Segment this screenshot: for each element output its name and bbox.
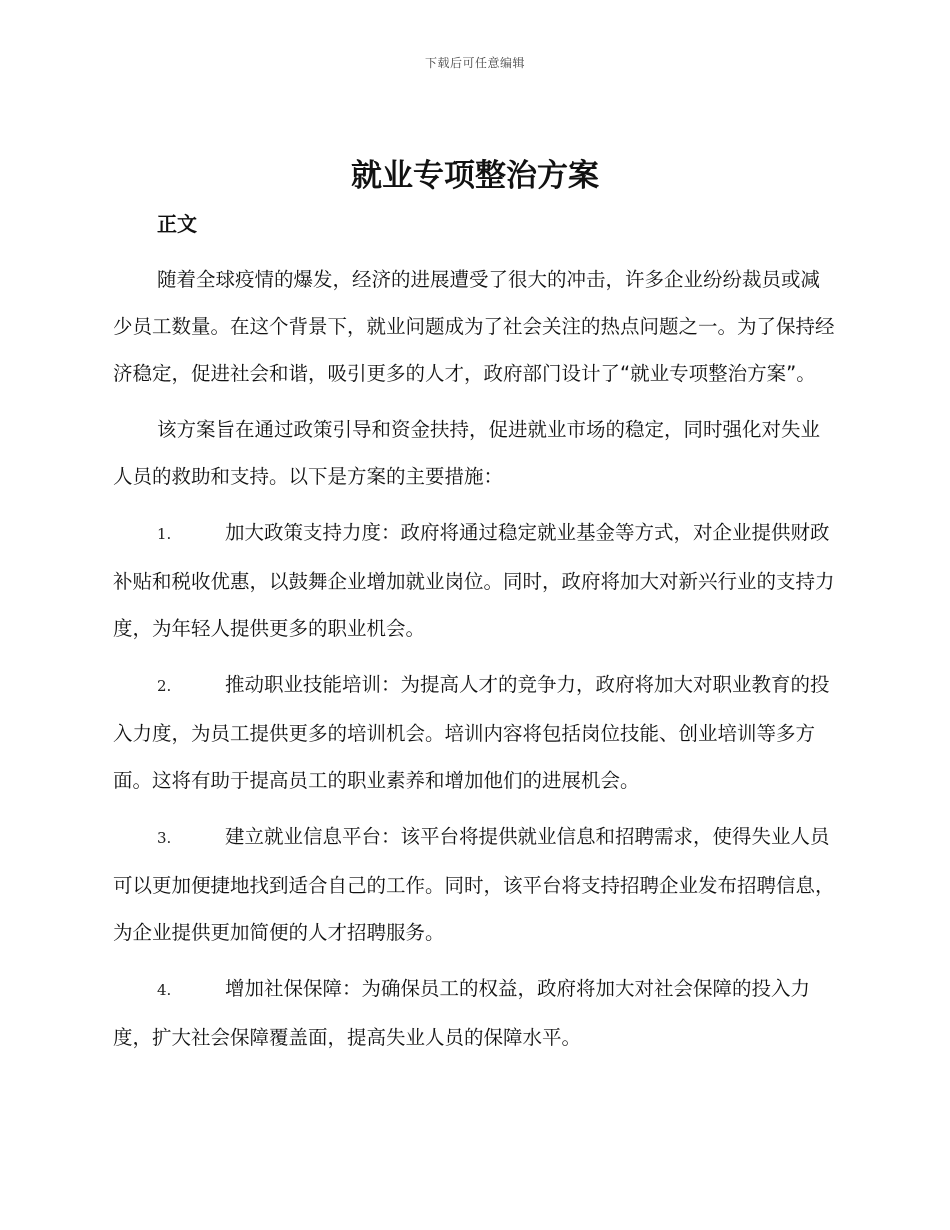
list-item [113,661,838,804]
list-item-text: 增加社保保障：为确保员工的权益，政府将加大对社会保障的投入力度，扩大社会保障覆盖面，提高失业人员的保障水平。 [113,977,811,1049]
list-item-number: 4. [157,981,172,999]
overview-paragraph: 该方案旨在通过政策引导和资金扶持，促进就业市场的稳定，同时强化对失业人员的救助和支持。以下是方案的主要措施： [113,418,821,488]
list-item-number: 3. [157,829,172,847]
list-item-number: 1. [157,525,172,543]
document-body [113,256,838,1070]
document-title: 就业专项整治方案 [351,158,599,194]
list-item [113,965,838,1061]
list-item-number: 2. [157,677,172,695]
list-item [113,813,838,956]
measures-list [113,509,838,1061]
intro-paragraph: 随着全球疫情的爆发，经济的进展遭受了很大的冲击，许多企业纷纷裁员或减少员工数量。在这个背景下，就业问题成为了社会关注的热点问题之一。为了保持经济稳定，促进社会和谐，吸引更多的人才，政府部门设计了“就业专项整治方案”。 [113,268,835,385]
list-item-text: 建立就业信息平台：该平台将提供就业信息和招聘需求，使得失业人员可以更加便捷地找到适合自己的工作。同时，该平台将支持招聘企业发布招聘信息，为企业提供更加简便的人才招聘服务。 [113,825,835,944]
page-header: 下载后可任意编辑 [424,56,525,70]
list-item-text: 推动职业技能培训：为提高人才的竞争力，政府将加大对职业教育的投入力度，为员工提供更多的培训机会。培训内容将包括岗位技能、创业培训等多方面。这将有助于提高员工的职业素养和增加他们的进展机会。 [113,673,830,792]
list-item [113,509,838,652]
list-item-text: 加大政策支持力度：政府将通过稳定就业基金等方式，对企业提供财政补贴和税收优惠，以鼓舞企业增加就业岗位。同时，政府将加大对新兴行业的支持力度，为年轻人提供更多的职业机会。 [113,521,835,640]
section-heading: 正文 [157,212,197,236]
